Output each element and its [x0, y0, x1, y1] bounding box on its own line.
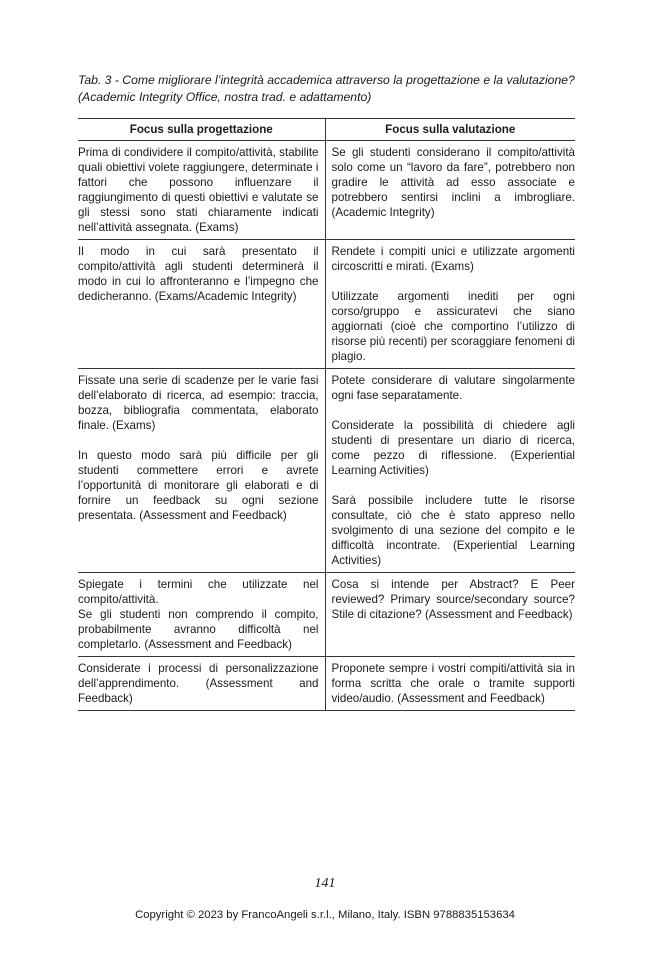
table-row: [78, 240, 575, 369]
cell-paragraph: Considerate i processi di personalizzazione dell’apprendimento. (Assessment and Feedback): [78, 662, 319, 705]
design-cell: [78, 573, 325, 657]
cell-paragraph: Utilizzate argomenti inediti per ogni corso/gruppo e assicuratevi che siano aggiornati (cioè che comportino l’utilizzo di risorse più recenti) per scoraggiare fenomeni di plagio.: [331, 290, 575, 363]
column-header-design: Focus sulla progettazione: [78, 119, 325, 141]
table-row: [78, 141, 575, 240]
table-header-row: [78, 119, 575, 141]
column-header-evaluation: Focus sulla valutazione: [325, 119, 575, 141]
design-cell: [78, 240, 325, 369]
cell-paragraph: In questo modo sarà più difficile per gli studenti commettere errori e avrete l’opportunità di monitorare gli elaborati e di fornire un feedback su ogni sezione presentata. (Assessment and Feedback): [78, 449, 319, 522]
table-row: [78, 657, 575, 711]
evaluation-cell: [325, 573, 575, 657]
cell-paragraph: Proponete sempre i vostri compiti/attività sia in forma scritta che orale o tramite supporti video/audio. (Assessment and Feedback): [331, 662, 575, 705]
cell-paragraph: Considerate la possibilità di chiedere agli studenti di presentare un diario di ricerca, come pezzo di riflessione. (Experiential Learning Activities): [331, 419, 575, 477]
cell-paragraph: Potete considerare di valutare singolarmente ogni fase separatamente.: [331, 374, 575, 402]
table-caption: Tab. 3 - Come migliorare l’integrità accademica attraverso la progettazione e la valutazione? (Academic Integrity Office, nostra trad. e adattamento): [78, 73, 575, 104]
evaluation-cell: [325, 369, 575, 573]
cell-paragraph: Se gli studenti considerano il compito/attività solo come un “lavoro da fare”, potrebbero non gradire le attività ad esso associate e potrebbero sentirsi inclini a imbrogliare. (Academic Integrity): [331, 146, 575, 219]
cell-paragraph: Cosa si intende per Abstract? E Peer reviewed? Primary source/secondary source? Stile di citazione? (Assessment and Feedback): [331, 578, 575, 621]
design-cell: [78, 369, 325, 573]
design-cell: [78, 141, 325, 240]
design-cell: [78, 657, 325, 711]
evaluation-cell: [325, 141, 575, 240]
copyright-notice: Copyright © 2023 by FrancoAngeli s.r.l., Milano, Italy. ISBN 9788835153634: [135, 909, 515, 921]
cell-paragraph: Sarà possibile includere tutte le risorse consultate, ciò che è stato appreso nello svolgimento di una sezione del compito e le difficoltà incontrate. (Experiential Learning Activities): [331, 494, 575, 567]
comparison-table: [78, 118, 575, 711]
page-number: 141: [314, 876, 336, 891]
cell-paragraph: Prima di condividere il compito/attività, stabilite quali obiettivi volete raggiungere, determinate i fattori che possono influenzare il raggiungimento di questi obiettivi e valutate se gli stessi sono stati chiaramente indicati nell’attività assegnata. (Exams): [78, 146, 319, 234]
cell-paragraph: Il modo in cui sarà presentato il compito/attività agli studenti determinerà il modo in cui lo affronteranno e l’impegno che dedicheranno. (Exams/Academic Integrity): [78, 245, 319, 303]
table-row: [78, 369, 575, 573]
cell-paragraph: Rendete i compiti unici e utilizzate argomenti circoscritti e mirati. (Exams): [331, 245, 575, 273]
cell-paragraph: Fissate una serie di scadenze per le varie fasi dell’elaborato di ricerca, ad esempio: traccia, bozza, bibliografia commentata, elaborato finale. (Exams): [78, 374, 319, 432]
table-row: [78, 573, 575, 657]
evaluation-cell: [325, 240, 575, 369]
cell-paragraph: Spiegate i termini che utilizzate nel compito/attività. Se gli studenti non comprendo il compito, probabilmente avranno difficoltà nel completarlo. (Assessment and Feedback): [78, 578, 319, 651]
evaluation-cell: [325, 657, 575, 711]
